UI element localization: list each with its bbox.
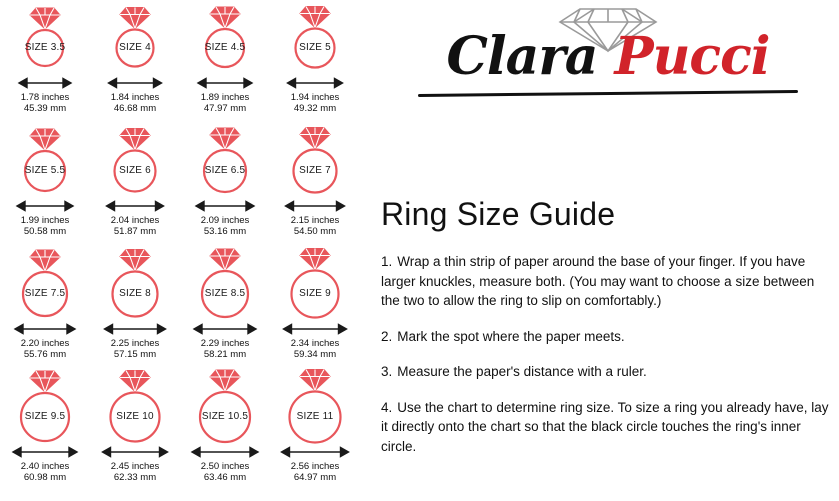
ring-illustration bbox=[180, 0, 270, 78]
ring-size-cell[interactable] bbox=[180, 123, 270, 246]
step-text: Mark the spot where the paper meets. bbox=[397, 328, 625, 344]
measurement-mm: 57.15 mm bbox=[113, 349, 157, 360]
ring-size-cell[interactable] bbox=[90, 246, 180, 369]
brand-name bbox=[378, 26, 838, 87]
measurement-inches: 2.56 inches bbox=[290, 461, 340, 472]
guide-panel bbox=[368, 0, 839, 501]
instruction-step bbox=[381, 252, 833, 311]
measurement-inches: 2.20 inches bbox=[20, 338, 70, 349]
measurement-inches: 2.15 inches bbox=[290, 215, 340, 226]
measurement-inches: 2.45 inches bbox=[110, 461, 160, 472]
ring-size-cell[interactable] bbox=[270, 369, 360, 492]
ring-illustration bbox=[90, 246, 180, 324]
ring-size-label: SIZE 5 bbox=[299, 42, 331, 53]
ring-size-cell[interactable] bbox=[90, 123, 180, 246]
ring-size-cell[interactable] bbox=[270, 0, 360, 123]
brand-name-first: Clara bbox=[446, 26, 615, 87]
ring-size-label: SIZE 10.5 bbox=[201, 411, 249, 422]
measurement-inches: 2.50 inches bbox=[200, 461, 250, 472]
measurement-mm: 45.39 mm bbox=[23, 103, 67, 114]
ring-illustration bbox=[270, 246, 360, 324]
chart-row bbox=[0, 369, 360, 492]
ring-illustration bbox=[90, 0, 180, 78]
measurement-inches: 2.34 inches bbox=[290, 338, 340, 349]
ring-size-cell[interactable] bbox=[90, 0, 180, 123]
ring-illustration bbox=[0, 246, 90, 324]
measurement-mm: 46.68 mm bbox=[113, 103, 157, 114]
ring-size-label: SIZE 4.5 bbox=[204, 42, 246, 53]
ring-size-label: SIZE 7.5 bbox=[24, 288, 66, 299]
measurement-mm: 64.97 mm bbox=[293, 472, 337, 483]
ring-size-cell[interactable] bbox=[180, 369, 270, 492]
ring-size-label: SIZE 9 bbox=[299, 288, 331, 299]
ring-size-cell[interactable] bbox=[270, 246, 360, 369]
instruction-list bbox=[381, 252, 833, 472]
ring-size-cell[interactable] bbox=[270, 123, 360, 246]
step-text: Wrap a thin strip of paper around the base of your finger. If you have larger knuckles, measure both. (You may want to choose a size between the two to allow the ring to slip on comfortably.) bbox=[381, 254, 815, 308]
ring-illustration bbox=[0, 369, 90, 447]
ring-size-label: SIZE 3.5 bbox=[24, 42, 66, 53]
ring-size-label: SIZE 8 bbox=[119, 288, 151, 299]
measurement-mm: 50.58 mm bbox=[23, 226, 67, 237]
ring-size-label: SIZE 11 bbox=[296, 411, 334, 422]
step-number: 1. bbox=[381, 254, 393, 269]
measurement-mm: 49.32 mm bbox=[293, 103, 337, 114]
ring-illustration bbox=[0, 0, 90, 78]
ring-size-cell[interactable] bbox=[180, 246, 270, 369]
ring-size-label: SIZE 4 bbox=[119, 42, 151, 53]
measurement-mm: 54.50 mm bbox=[293, 226, 337, 237]
ring-size-cell[interactable] bbox=[0, 369, 90, 492]
step-number: 3. bbox=[381, 364, 393, 379]
measurement-inches: 1.84 inches bbox=[110, 92, 160, 103]
measurement-mm: 62.33 mm bbox=[113, 472, 157, 483]
brand-name-second: Pucci bbox=[614, 26, 770, 87]
ring-size-label: SIZE 7 bbox=[299, 165, 331, 176]
ring-size-cell[interactable] bbox=[180, 0, 270, 123]
ring-illustration bbox=[270, 0, 360, 78]
ring-illustration bbox=[270, 369, 360, 447]
measurement-mm: 59.34 mm bbox=[293, 349, 337, 360]
step-text: Use the chart to determine ring size. To size a ring you already have, lay it directly onto the chart so that the black circle touches the ring's inner circle. bbox=[381, 399, 829, 454]
ring-size-label: SIZE 6 bbox=[119, 165, 151, 176]
ring-illustration bbox=[270, 123, 360, 201]
measurement-mm: 53.16 mm bbox=[203, 226, 247, 237]
measurement-inches: 2.29 inches bbox=[200, 338, 250, 349]
ring-size-label: SIZE 6.5 bbox=[204, 165, 246, 176]
measurement-mm: 55.76 mm bbox=[23, 349, 67, 360]
step-number: 4. bbox=[381, 399, 393, 415]
measurement-inches: 1.78 inches bbox=[20, 92, 70, 103]
ring-illustration bbox=[180, 246, 270, 324]
measurement-mm: 60.98 mm bbox=[23, 472, 67, 483]
measurement-mm: 51.87 mm bbox=[113, 226, 157, 237]
measurement-inches: 1.89 inches bbox=[200, 92, 250, 103]
ring-size-label: SIZE 10 bbox=[116, 411, 154, 422]
page-title: Ring Size Guide bbox=[381, 196, 616, 232]
ring-size-label: SIZE 8.5 bbox=[204, 288, 246, 299]
step-text: Measure the paper's distance with a ruler. bbox=[397, 364, 647, 379]
step-number: 2. bbox=[381, 328, 393, 344]
ring-size-label: SIZE 9.5 bbox=[24, 411, 66, 422]
measurement-inches: 1.94 inches bbox=[290, 92, 340, 103]
measurement-inches: 2.04 inches bbox=[110, 215, 160, 226]
chart-row bbox=[0, 246, 360, 369]
ring-illustration bbox=[90, 123, 180, 201]
brand-underline bbox=[418, 90, 798, 97]
ring-illustration bbox=[90, 369, 180, 447]
measurement-mm: 63.46 mm bbox=[203, 472, 247, 483]
measurement-inches: 1.99 inches bbox=[20, 215, 70, 226]
measurement-inches: 2.25 inches bbox=[110, 338, 160, 349]
measurement-inches: 2.40 inches bbox=[20, 461, 70, 472]
instruction-step bbox=[381, 362, 833, 382]
ring-illustration bbox=[180, 369, 270, 447]
instruction-step bbox=[381, 398, 833, 457]
ring-size-cell[interactable] bbox=[90, 369, 180, 492]
ring-size-cell[interactable] bbox=[0, 246, 90, 369]
brand-logo bbox=[378, 4, 838, 104]
ring-illustration bbox=[180, 123, 270, 201]
instruction-step bbox=[381, 327, 833, 347]
chart-row bbox=[0, 0, 360, 123]
ring-size-chart bbox=[0, 0, 360, 501]
ring-size-label: SIZE 5.5 bbox=[24, 165, 66, 176]
ring-illustration bbox=[0, 123, 90, 201]
ring-size-cell[interactable] bbox=[0, 123, 90, 246]
measurement-mm: 58.21 mm bbox=[203, 349, 247, 360]
ring-size-cell[interactable] bbox=[0, 0, 90, 123]
chart-row bbox=[0, 123, 360, 246]
measurement-mm: 47.97 mm bbox=[203, 103, 247, 114]
measurement-inches: 2.09 inches bbox=[200, 215, 250, 226]
